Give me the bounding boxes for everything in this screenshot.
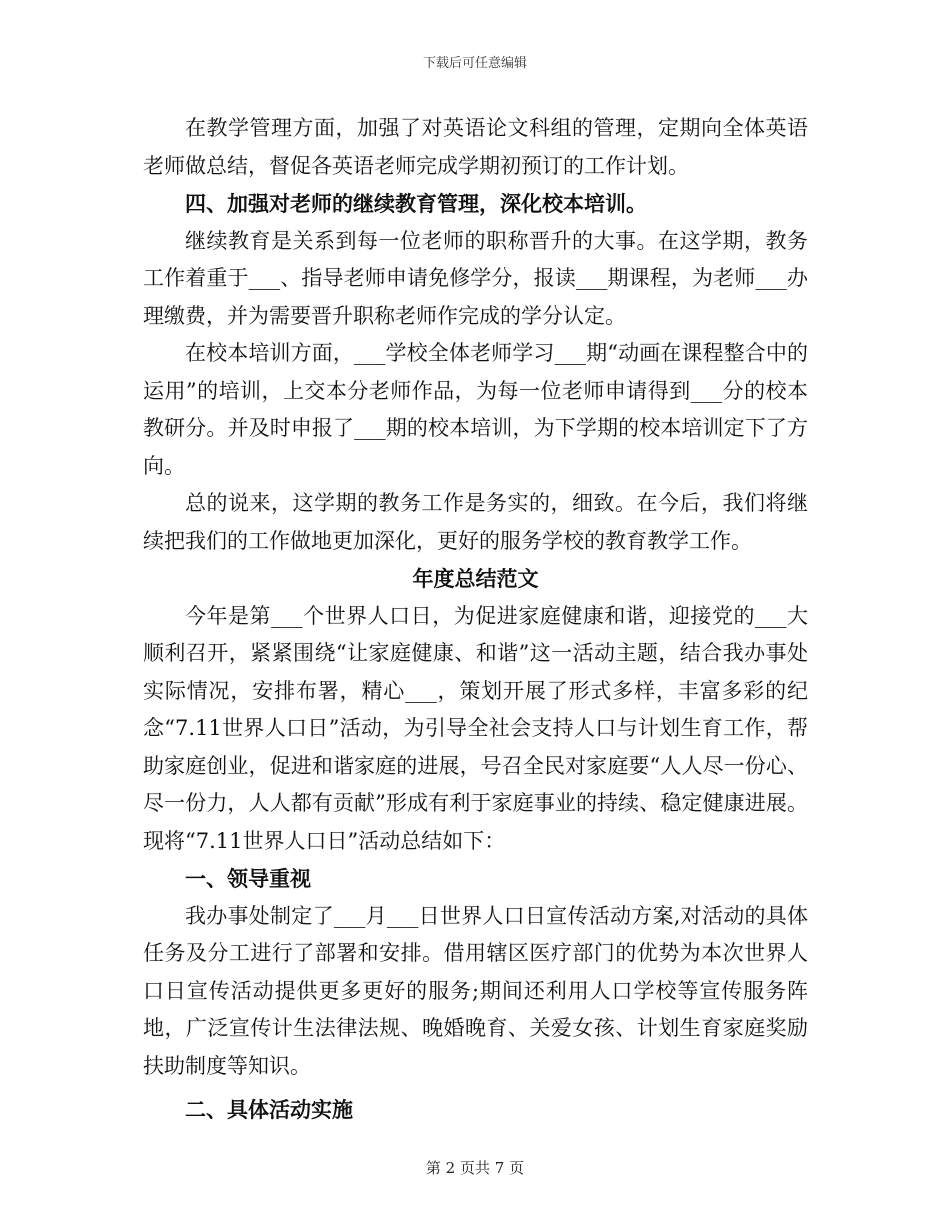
paragraph-summary: 总的说来，这学期的教务工作是务实的，细致。在今后，我们将继续把我们的工作做地更加深化，更好的服务学校的教育教学工作。 [143,491,808,553]
section-heading-activities: 二、具体活动实施 [185,1097,353,1122]
page-footer: 第 2 页共 7 页 [425,1159,525,1177]
paragraph-school-training: 在校本培训方面，___学校全体老师学习___期“动画在课程整合中的运用”的培训，上交本分老师作品，为每一位老师申请得到___分的校本教研分。并及时申报了___期的校本培训，为下学期的校本培训定下了方向。 [143,341,808,478]
section-heading-continuing-education: 四、加强对老师的继续教育管理，深化校本培训。 [185,191,647,216]
paragraph-continuing-education: 继续教育是关系到每一位老师的职称晋升的大事。在这学期，教务工作着重于___、指导老师申请免修学分，报读___期课程，为老师___办理缴费，并为需要晋升职称老师作完成的学分认定。 [143,228,808,328]
paragraph-population-day-intro: 今年是第___个世界人口日，为促进家庭健康和谐，迎接党的___大顺利召开，紧紧围绕“让家庭健康、和谐”这一活动主题，结合我办事处实际情况，安排布署，精心___，策划开展了形式多样，丰富多彩的纪念“7.11世界人口日”活动，为引导全社会支持人口与计划生育工作，帮助家庭创业，促进和谐家庭的进展，号召全民对家庭要“人人尽一份心、尽一份力，人人都有贡献”形成有利于家庭事业的持续、稳定健康进展。现将“7.11世界人口日”活动总结如下： [143,603,808,853]
paragraph-teaching-management: 在教学管理方面，加强了对英语论文科组的管理，定期向全体英语老师做总结，督促各英语老师完成学期初预订的工作计划。 [143,116,808,178]
section-heading-leadership: 一、领导重视 [185,866,311,891]
paragraph-leadership: 我办事处制定了___月___日世界人口日宣传活动方案,对活动的具体任务及分工进行了部署和安排。借用辖区医疗部门的优势为本次世界人口日宣传活动提供更多更好的服务;期间还利用人口学校等宣传服务阵地，广泛宣传计生法律法规、晚婚晚育、关爱女孩、计划生育家庭奖励扶助制度等知识。 [143,903,808,1078]
document-title: 年度总结范文 [412,566,539,591]
page-header: 下载后可任意编辑 [422,56,527,71]
document-body [143,110,808,1129]
